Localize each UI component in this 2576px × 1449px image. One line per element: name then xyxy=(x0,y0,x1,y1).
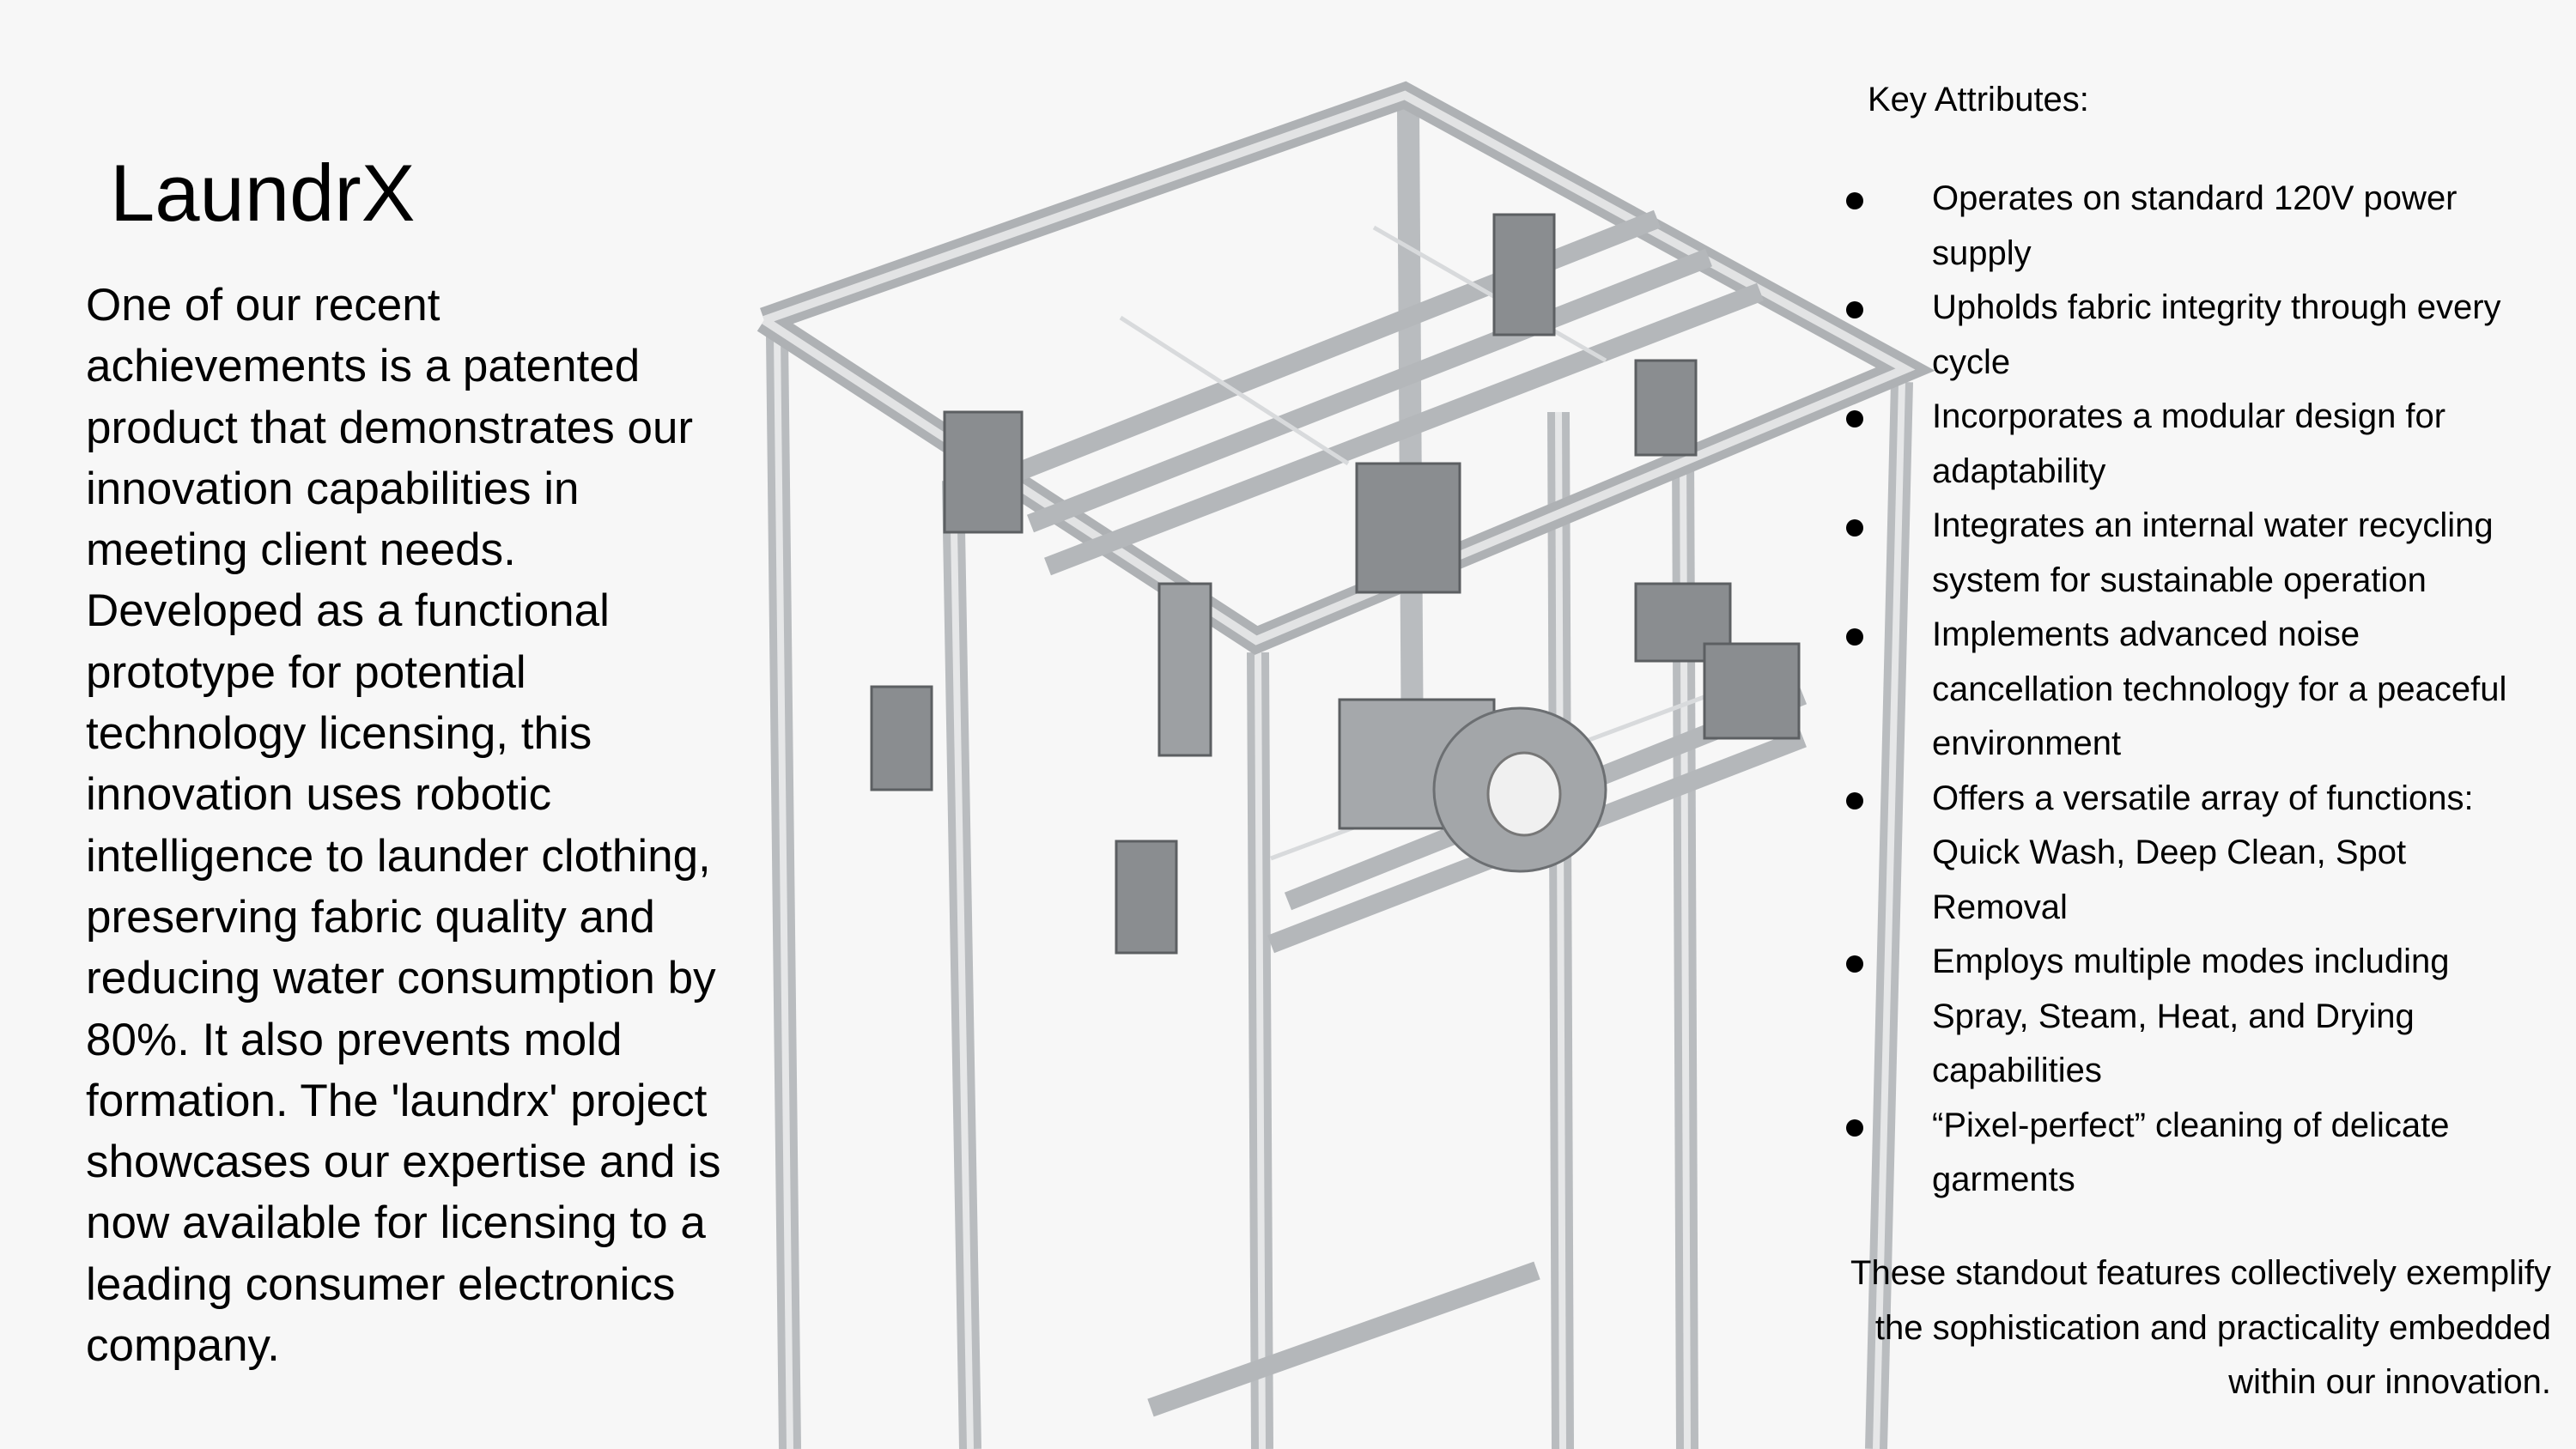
attribute-line: Offers a versatile array of functions: xyxy=(1932,779,2474,817)
description-line: company. xyxy=(86,1320,280,1372)
bullet-icon xyxy=(1846,519,1863,537)
description-line: prototype for potential xyxy=(86,646,526,698)
attribute-item xyxy=(1846,935,2506,1099)
attribute-item xyxy=(1846,281,2506,390)
attribute-line: supply xyxy=(1932,233,2032,272)
bullet-icon xyxy=(1846,628,1863,646)
description-line: product that demonstrates our xyxy=(86,402,694,453)
key-attributes-list xyxy=(1846,172,2506,1208)
description-line: achievements is a patented xyxy=(86,341,641,392)
attribute-item xyxy=(1846,390,2506,499)
description-line: intelligence to launder clothing, xyxy=(86,830,711,882)
closing-line: These standout features collectively exemplify xyxy=(1850,1254,2551,1292)
description-line: technology licensing, this xyxy=(86,708,592,760)
product-description xyxy=(86,275,720,1376)
description-line: leading consumer electronics xyxy=(86,1258,676,1310)
attribute-line: Spray, Steam, Heat, and Drying xyxy=(1932,997,2415,1035)
closing-line: the sophistication and practicality embedded xyxy=(1874,1308,2551,1347)
description-line: 80%. It also prevents mold xyxy=(86,1014,623,1065)
attribute-line: Incorporates a modular design for xyxy=(1932,397,2446,435)
attribute-line: environment xyxy=(1932,724,2122,762)
closing-line: within our innovation. xyxy=(2228,1363,2551,1401)
attribute-line: cycle xyxy=(1932,343,2011,381)
description-line: innovation capabilities in xyxy=(86,463,580,514)
bullet-icon xyxy=(1846,792,1863,809)
description-line: meeting client needs. xyxy=(86,524,516,576)
attribute-item xyxy=(1846,772,2506,936)
bullet-icon xyxy=(1846,410,1863,427)
description-line: innovation uses robotic xyxy=(86,769,552,821)
description-line: now available for licensing to a xyxy=(86,1197,706,1249)
description-line: formation. The 'laundrx' project xyxy=(86,1075,708,1126)
attribute-item xyxy=(1846,499,2506,608)
attribute-line: Operates on standard 120V power xyxy=(1932,179,2458,217)
attribute-item xyxy=(1846,1099,2506,1208)
description-line: showcases our expertise and is xyxy=(86,1137,721,1188)
description-line: reducing water consumption by xyxy=(86,953,716,1004)
attribute-line: Removal xyxy=(1932,888,2068,926)
attribute-line: Employs multiple modes including xyxy=(1932,943,2450,980)
attribute-line: adaptability xyxy=(1932,452,2106,490)
page-title: LaundrX xyxy=(110,148,416,238)
bullet-icon xyxy=(1846,192,1863,209)
drum-nozzle xyxy=(1434,708,1606,871)
description-line: Developed as a functional xyxy=(86,585,610,637)
attribute-line: garments xyxy=(1932,1161,2075,1198)
closing-statement xyxy=(1850,1246,2551,1410)
attribute-item xyxy=(1846,172,2506,281)
top-frame xyxy=(764,95,1905,640)
description-line: preserving fabric quality and xyxy=(86,891,655,943)
bullet-icon xyxy=(1846,301,1863,318)
attribute-line: cancellation technology for a peaceful xyxy=(1932,670,2507,708)
key-attributes-heading: Key Attributes: xyxy=(1868,81,2089,118)
bullet-icon xyxy=(1846,1119,1863,1137)
description-line: One of our recent xyxy=(86,280,440,330)
attribute-line: “Pixel-perfect” cleaning of delicate xyxy=(1932,1106,2450,1144)
attribute-line: Upholds fabric integrity through every xyxy=(1932,288,2501,326)
attribute-line: Implements advanced noise xyxy=(1932,615,2360,653)
attribute-item xyxy=(1846,608,2506,772)
laundrx-prototype-render xyxy=(738,77,1941,1449)
attribute-line: system for sustainable operation xyxy=(1932,561,2427,599)
attribute-line: capabilities xyxy=(1932,1052,2102,1089)
attribute-line: Integrates an internal water recycling xyxy=(1932,506,2494,544)
bullet-icon xyxy=(1846,955,1863,973)
attribute-line: Quick Wash, Deep Clean, Spot xyxy=(1932,834,2407,871)
